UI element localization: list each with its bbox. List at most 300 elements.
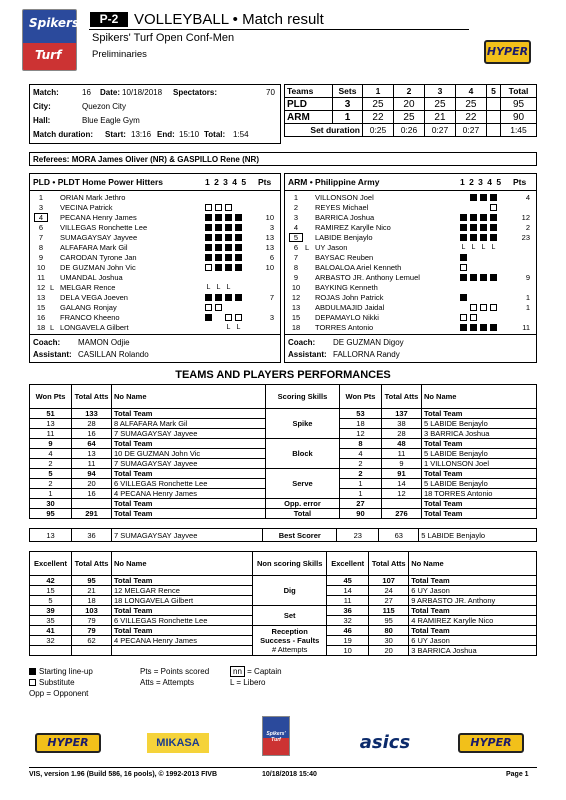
player-points: 9 bbox=[525, 273, 530, 282]
table-cell: 20 bbox=[72, 479, 112, 489]
spikers-turf-logo bbox=[22, 9, 83, 71]
table-cell: Total Team bbox=[421, 499, 536, 509]
skill-cell bbox=[265, 439, 339, 469]
table-cell: Total Team bbox=[112, 469, 266, 479]
set-slot: L bbox=[206, 284, 211, 291]
set-slot bbox=[480, 284, 487, 291]
total-label: Total: bbox=[204, 130, 226, 139]
pts-header: Pts bbox=[513, 177, 527, 187]
table-cell: 79 bbox=[72, 626, 112, 636]
captain-box: nn bbox=[230, 666, 245, 677]
set-slot: L bbox=[491, 244, 496, 251]
player-points: 10 bbox=[265, 263, 274, 272]
set-duration: 0:27 bbox=[424, 124, 455, 137]
table-cell: Total Team bbox=[409, 576, 537, 586]
table-cell: 1 VILLONSON Joel bbox=[421, 459, 536, 469]
starting-square-icon bbox=[460, 324, 467, 331]
table-cell: 9 bbox=[381, 459, 421, 469]
table-cell: 4 bbox=[30, 449, 72, 459]
footer-version: VIS, version 1.96 (Build 586, 16 pools), © 1992-2013 FIVB bbox=[29, 771, 218, 778]
legend-starting bbox=[29, 667, 93, 676]
table-cell: Total Team bbox=[112, 409, 266, 419]
hyper-sponsor-logo: HYPER bbox=[458, 733, 524, 753]
substitute-square-icon bbox=[29, 679, 36, 686]
set-slot bbox=[460, 204, 467, 211]
substitute-square-icon bbox=[480, 304, 487, 311]
column-header: No Name bbox=[112, 552, 253, 576]
substitute-square-icon bbox=[205, 264, 212, 271]
starting-square-icon bbox=[215, 224, 222, 231]
player-name: ABDULMAJID Jaidal bbox=[315, 303, 385, 312]
skill-name: Set bbox=[283, 611, 296, 620]
player-number: 1 bbox=[293, 193, 299, 202]
player-number: 16 bbox=[36, 313, 46, 322]
table-cell: 5 LABIDE Benjaylo bbox=[421, 449, 536, 459]
starting-square-icon bbox=[205, 234, 212, 241]
table-cell: 80 bbox=[369, 626, 409, 636]
table-cell: 291 bbox=[72, 509, 112, 519]
set-score: 25 bbox=[424, 98, 455, 111]
match-date: 10/18/2018 bbox=[122, 88, 163, 97]
column-header: Total Atts bbox=[72, 552, 112, 576]
starting-square-icon bbox=[470, 194, 477, 201]
skill-name: Opp. error bbox=[284, 499, 321, 508]
table-cell: 38 bbox=[381, 419, 421, 429]
player-number: 10 bbox=[36, 263, 46, 272]
set-duration: 0:25 bbox=[363, 124, 394, 137]
player-number: 1 bbox=[38, 193, 44, 202]
set-score: 25 bbox=[393, 111, 424, 124]
starting-square-icon bbox=[460, 254, 467, 261]
skill-cell bbox=[253, 576, 327, 606]
total-points: 95 bbox=[501, 98, 537, 111]
skill-cell bbox=[253, 626, 327, 656]
player-number: 12 bbox=[291, 293, 301, 302]
referees-box bbox=[29, 152, 537, 166]
player-name: UY Jason bbox=[315, 243, 348, 252]
player-number: 18 bbox=[291, 323, 301, 332]
table-cell: 63 bbox=[379, 529, 419, 542]
table-cell: 51 bbox=[30, 409, 72, 419]
player-points: 6 bbox=[269, 253, 274, 262]
table-cell: 4 bbox=[339, 449, 381, 459]
end-label: End: bbox=[157, 130, 175, 139]
starting-square-icon bbox=[235, 244, 242, 251]
starting-square-icon bbox=[225, 244, 232, 251]
set-slot bbox=[225, 194, 232, 201]
legend-text: Substitute bbox=[39, 678, 75, 687]
set-slot: L bbox=[461, 244, 466, 251]
starting-square-icon bbox=[480, 274, 487, 281]
player-name: REYES Michael bbox=[315, 203, 369, 212]
spectators-label: Spectators: bbox=[173, 88, 218, 97]
player-name: GALANG Ronjay bbox=[60, 303, 117, 312]
start-label: Start: bbox=[105, 130, 126, 139]
column-header: Total Atts bbox=[381, 385, 421, 409]
team-a-box bbox=[29, 173, 281, 363]
player-name: LONGAVELA Gilbert bbox=[60, 323, 129, 332]
skill-cell bbox=[265, 469, 339, 499]
logo-text-2: Turf bbox=[35, 48, 62, 62]
substitute-square-icon bbox=[205, 204, 212, 211]
player-name: DEPAMAYLO Nikki bbox=[315, 313, 379, 322]
table-row bbox=[30, 499, 537, 509]
set-score: 20 bbox=[393, 98, 424, 111]
skill-name: Dig bbox=[283, 586, 296, 595]
set-slot: L bbox=[481, 244, 486, 251]
table-cell: Total Team bbox=[421, 509, 536, 519]
substitute-square-icon bbox=[205, 304, 212, 311]
duration-label: Match duration: bbox=[33, 130, 93, 139]
sets-header: 3 bbox=[424, 85, 455, 98]
skill-cell bbox=[253, 606, 327, 626]
page-title: VOLLEYBALL • Match result bbox=[134, 11, 324, 28]
player-number: 2 bbox=[293, 203, 299, 212]
table-cell: 4 PECANA Henry James bbox=[112, 489, 266, 499]
table-cell: 11 bbox=[327, 596, 369, 606]
hall: Blue Eagle Gym bbox=[82, 116, 140, 125]
set-slot bbox=[215, 274, 222, 281]
legend-libero: L = Libero bbox=[230, 678, 266, 687]
table-cell: 46 bbox=[327, 626, 369, 636]
table-row bbox=[30, 439, 537, 449]
player-name: VILLONSON Joel bbox=[315, 193, 374, 202]
table-cell: Best Scorer bbox=[263, 529, 337, 542]
table-cell: 32 bbox=[30, 636, 72, 646]
sets-won: 1 bbox=[333, 111, 363, 124]
performances-title: TEAMS AND PLAYERS PERFORMANCES bbox=[175, 369, 391, 381]
player-points: 3 bbox=[269, 223, 274, 232]
player-name: CARODAN Tyrone Jan bbox=[60, 253, 137, 262]
column-header: Excellent bbox=[30, 552, 72, 576]
table-cell: 91 bbox=[381, 469, 421, 479]
table-cell: 6 UY Jason bbox=[409, 636, 537, 646]
table-cell: 12 bbox=[339, 429, 381, 439]
table-cell bbox=[381, 499, 421, 509]
skill-name: Reception bbox=[271, 627, 308, 636]
table-header-row bbox=[30, 552, 537, 576]
column-header: Total Atts bbox=[369, 552, 409, 576]
column-header: Won Pts bbox=[339, 385, 381, 409]
table-cell: 35 bbox=[30, 616, 72, 626]
table-cell: 14 bbox=[327, 586, 369, 596]
table-cell: 7 SUMAGAYSAY Jayvee bbox=[112, 529, 263, 542]
starting-square-icon bbox=[225, 254, 232, 261]
player-number: 15 bbox=[36, 303, 46, 312]
spikers-turf-sponsor-logo: Spikers' Turf bbox=[262, 716, 290, 756]
starting-square-icon bbox=[235, 214, 242, 221]
table-cell: 30 bbox=[369, 636, 409, 646]
table-cell: 6 VILLEGAS Ronchette Lee bbox=[112, 479, 266, 489]
set-slot bbox=[480, 254, 487, 261]
skill-name: Serve bbox=[292, 479, 313, 488]
substitute-square-icon bbox=[225, 204, 232, 211]
logo-text-1: Spikers' bbox=[29, 16, 83, 30]
hyper-logo: HYPER bbox=[484, 40, 531, 64]
column-header: No Name bbox=[421, 385, 536, 409]
table-cell: 94 bbox=[72, 469, 112, 479]
match-label: Match: bbox=[33, 88, 59, 97]
set-slot bbox=[460, 284, 467, 291]
set-score: 25 bbox=[455, 98, 486, 111]
best-scorer-row bbox=[30, 529, 537, 542]
table-cell: 2 bbox=[30, 479, 72, 489]
player-points: 10 bbox=[265, 213, 274, 222]
player-number: 4 bbox=[293, 223, 299, 232]
table-cell: 115 bbox=[369, 606, 409, 616]
starting-square-icon bbox=[460, 274, 467, 281]
table-cell: 137 bbox=[381, 409, 421, 419]
substitute-square-icon bbox=[235, 314, 242, 321]
player-number: 18 bbox=[36, 323, 46, 332]
starting-square-icon bbox=[490, 214, 497, 221]
set-duration: 1:45 bbox=[501, 124, 537, 137]
player-number: 11 bbox=[37, 273, 45, 282]
table-cell: 28 bbox=[72, 419, 112, 429]
table-cell bbox=[72, 499, 112, 509]
table-cell: 30 bbox=[30, 499, 72, 509]
table-cell: 5 LABIDE Benjaylo bbox=[421, 479, 536, 489]
table-cell: 4 RAMIREZ Karylle Nico bbox=[409, 616, 537, 626]
table-cell: Total Team bbox=[421, 469, 536, 479]
starting-square-icon bbox=[205, 254, 212, 261]
team-b-name: ARM • Philippine Army bbox=[288, 177, 380, 187]
table-cell: 11 bbox=[381, 449, 421, 459]
sets-table bbox=[284, 84, 537, 137]
table-cell: 12 bbox=[381, 489, 421, 499]
player-number: 13 bbox=[291, 303, 301, 312]
skill-cell bbox=[265, 499, 339, 509]
sets-header: 5 bbox=[486, 85, 500, 98]
set-slot bbox=[490, 254, 497, 261]
player-name: VILLEGAS Ronchette Lee bbox=[60, 223, 148, 232]
set-slot bbox=[490, 264, 497, 271]
divider bbox=[285, 190, 536, 191]
skill-name: Total bbox=[293, 509, 312, 518]
city-label: City: bbox=[33, 102, 51, 111]
set-slot bbox=[480, 314, 487, 321]
set-score bbox=[486, 111, 500, 124]
table-cell: 13 bbox=[72, 449, 112, 459]
skill-subtitle: Success - Faults bbox=[260, 636, 320, 645]
player-name: DE GUZMAN John Vic bbox=[60, 263, 136, 272]
table-cell: 3 BARRICA Joshua bbox=[409, 646, 537, 656]
assistant-name: FALLORNA Randy bbox=[333, 350, 400, 359]
starting-square-icon bbox=[490, 274, 497, 281]
table-cell: 5 bbox=[30, 469, 72, 479]
table-cell: 18 bbox=[339, 419, 381, 429]
set-slot bbox=[470, 294, 477, 301]
coach-label: Coach: bbox=[33, 338, 61, 347]
starting-square-icon bbox=[490, 224, 497, 231]
player-number: 3 bbox=[293, 213, 299, 222]
set-slot bbox=[205, 324, 212, 331]
table-cell: 1 bbox=[339, 489, 381, 499]
player-name: UMANDAL Joshua bbox=[60, 273, 123, 282]
starting-square-icon bbox=[460, 294, 467, 301]
assistant-label: Assistant: bbox=[288, 350, 327, 359]
starting-square-icon bbox=[29, 668, 36, 675]
table-cell: 5 bbox=[30, 596, 72, 606]
substitute-square-icon bbox=[215, 304, 222, 311]
assistant-name: CASILLAN Rolando bbox=[78, 350, 149, 359]
table-cell: 7 SUMAGAYSAY Jayvee bbox=[112, 459, 266, 469]
asics-sponsor-logo: asics bbox=[359, 732, 411, 753]
set-slot bbox=[235, 304, 242, 311]
referees: Referees: MORA James Oliver (NR) & GASPILLO Rene (NR) bbox=[33, 155, 259, 164]
starting-square-icon bbox=[470, 234, 477, 241]
starting-square-icon bbox=[205, 314, 212, 321]
set-slot bbox=[470, 254, 477, 261]
table-cell: 5 LABIDE Benjaylo bbox=[421, 419, 536, 429]
scoring-table bbox=[29, 384, 537, 519]
table-cell: 6 VILLEGAS Ronchette Lee bbox=[112, 616, 253, 626]
player-name: BAYKING Kenneth bbox=[315, 283, 378, 292]
table-cell: 36 bbox=[327, 606, 369, 616]
table-cell: 39 bbox=[30, 606, 72, 616]
set-slot bbox=[215, 314, 222, 321]
footer-printed: 10/18/2018 15:40 bbox=[262, 771, 317, 778]
player-number: 3 bbox=[38, 203, 44, 212]
table-cell bbox=[112, 646, 253, 656]
table-cell: 15 bbox=[30, 586, 72, 596]
table-cell bbox=[30, 646, 72, 656]
table-cell: 7 SUMAGAYSAY Jayvee bbox=[112, 429, 266, 439]
table-cell: Total Team bbox=[112, 576, 253, 586]
table-row bbox=[30, 606, 537, 616]
best-scorer-table bbox=[29, 528, 537, 542]
libero-mark: L bbox=[50, 283, 55, 292]
table-cell: 276 bbox=[381, 509, 421, 519]
table-cell: 41 bbox=[30, 626, 72, 636]
table-cell: 1 bbox=[339, 479, 381, 489]
player-number: 6 bbox=[293, 243, 299, 252]
set-slot bbox=[235, 204, 242, 211]
set-slot bbox=[215, 324, 222, 331]
table-cell: 13 bbox=[30, 419, 72, 429]
team-b-box bbox=[284, 173, 537, 363]
total-time: 1:54 bbox=[233, 130, 249, 139]
set-columns-header: 1 2 3 4 5 bbox=[205, 177, 247, 187]
table-row bbox=[30, 509, 537, 519]
table-cell: Total Team bbox=[421, 409, 536, 419]
set-slot bbox=[205, 194, 212, 201]
starting-square-icon bbox=[235, 224, 242, 231]
legend-atts: Atts = Attempts bbox=[140, 678, 195, 687]
starting-square-icon bbox=[470, 274, 477, 281]
table-cell: 23 bbox=[337, 529, 379, 542]
table-cell: 12 MELGAR Rence bbox=[112, 586, 253, 596]
set-slot bbox=[490, 294, 497, 301]
start-time: 13:16 bbox=[131, 130, 152, 139]
table-cell: 45 bbox=[327, 576, 369, 586]
team-code: PLD bbox=[285, 98, 333, 111]
divider bbox=[285, 334, 536, 335]
set-score: 21 bbox=[424, 111, 455, 124]
player-points: 1 bbox=[525, 293, 530, 302]
starting-square-icon bbox=[460, 214, 467, 221]
set-score: 25 bbox=[363, 98, 394, 111]
sets-header: Sets bbox=[333, 85, 363, 98]
table-cell: Total Team bbox=[409, 626, 537, 636]
player-points: 1 bbox=[525, 303, 530, 312]
table-cell: Total Team bbox=[112, 439, 266, 449]
table-cell: 16 bbox=[72, 489, 112, 499]
player-number: 5 bbox=[289, 233, 303, 242]
starting-square-icon bbox=[225, 224, 232, 231]
hall-label: Hall: bbox=[33, 116, 51, 125]
table-cell: 95 bbox=[30, 509, 72, 519]
set-slot bbox=[480, 204, 487, 211]
table-row bbox=[30, 576, 537, 586]
table-cell: 36 bbox=[72, 529, 112, 542]
player-name: PECANA Henry James bbox=[60, 213, 137, 222]
team-b-roster bbox=[285, 192, 536, 332]
set-slot: L bbox=[226, 284, 231, 291]
player-name: VECINA Patrick bbox=[60, 203, 113, 212]
table-cell: Total Team bbox=[112, 626, 253, 636]
player-name: BAYSAC Reuben bbox=[315, 253, 374, 262]
starting-square-icon bbox=[490, 324, 497, 331]
table-cell: 2 bbox=[30, 459, 72, 469]
spectators-count: 70 bbox=[266, 88, 275, 97]
set-duration-label: Set duration bbox=[285, 124, 363, 137]
player-number: 13 bbox=[36, 293, 46, 302]
sets-header: 4 bbox=[455, 85, 486, 98]
table-cell: 95 bbox=[369, 616, 409, 626]
table-cell: 19 bbox=[327, 636, 369, 646]
assistant-label: Assistant: bbox=[33, 350, 72, 359]
player-number: 6 bbox=[38, 223, 44, 232]
player-number: 12 bbox=[36, 283, 46, 292]
table-cell: 20 bbox=[369, 646, 409, 656]
sets-won: 3 bbox=[333, 98, 363, 111]
table-cell: Total Team bbox=[112, 606, 253, 616]
substitute-square-icon bbox=[460, 314, 467, 321]
libero-mark: L bbox=[50, 323, 55, 332]
starting-square-icon bbox=[480, 224, 487, 231]
set-duration bbox=[486, 124, 500, 137]
table-cell: 18 bbox=[72, 596, 112, 606]
table-cell: 9 bbox=[30, 439, 72, 449]
player-name: SUMAGAYSAY Jayvee bbox=[60, 233, 138, 242]
table-cell: 48 bbox=[381, 439, 421, 449]
substitute-square-icon bbox=[470, 314, 477, 321]
set-columns-header: 1 2 3 4 5 bbox=[460, 177, 502, 187]
table-cell: 1 bbox=[30, 489, 72, 499]
starting-square-icon bbox=[205, 294, 212, 301]
starting-square-icon bbox=[235, 234, 242, 241]
player-name: ROJAS John Patrick bbox=[315, 293, 384, 302]
substitute-square-icon bbox=[490, 204, 497, 211]
player-name: FRANCO Kheeno bbox=[60, 313, 120, 322]
starting-square-icon bbox=[480, 324, 487, 331]
table-cell: 2 bbox=[339, 459, 381, 469]
player-points: 2 bbox=[525, 223, 530, 232]
legend-substitute bbox=[29, 678, 75, 687]
starting-square-icon bbox=[470, 224, 477, 231]
set-slot bbox=[480, 264, 487, 271]
table-cell: 2 bbox=[339, 469, 381, 479]
skill-name: Block bbox=[292, 449, 313, 458]
set-slot bbox=[460, 304, 467, 311]
player-points: 3 bbox=[269, 313, 274, 322]
table-cell: 3 BARRICA Joshua bbox=[421, 429, 536, 439]
table-cell: Total Team bbox=[112, 499, 266, 509]
set-slot bbox=[490, 284, 497, 291]
nonscoring-table bbox=[29, 551, 537, 656]
coach-name: DE GUZMAN Digoy bbox=[333, 338, 404, 347]
